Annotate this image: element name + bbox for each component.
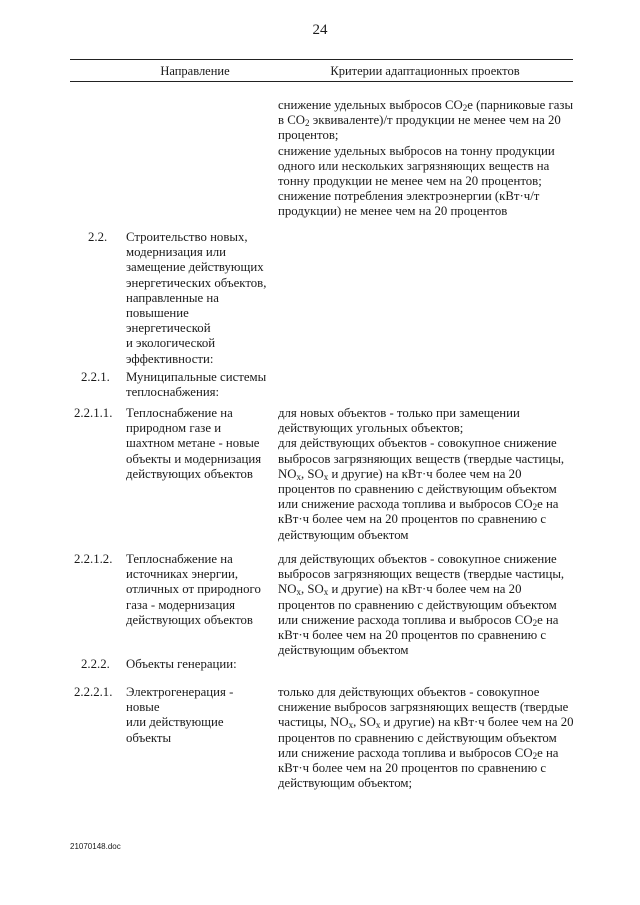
table-row-number: 2.2.2. — [81, 657, 110, 671]
table-row-criteria: только для действующих объектов - совокупное снижение выбросов загрязняющих веществ (твердые частицы, $NO_x$, $SO_x$ и другие) на кВт·ч более чем на 20 процентов по сравнению с действующим объектом или снижение расхода топлива и выбросов $CO_2e$ на кВт·ч более чем на 20 процентов по сравнению с действующим объектом; — [278, 685, 574, 791]
table-header-direction: Направление — [160, 64, 230, 78]
table-row-criteria: для новых объектов - только при замещении действующих угольных объектов; для действующих объектов - совокупное снижение выбросов загрязняющих веществ (твердые частицы, $NO_x$, $SO_x$ и другие) на кВт·ч более чем на 20 процентов по сравнению с действующим объектом или снижение расхода топлива и выбросов $CO_2e$ на кВт·ч более чем на 20 процентов по сравнению с действующим объектом — [278, 406, 565, 542]
table-row-direction: Строительство новых, модернизация или замещение действующих энергетических объектов, направленные на повышение энергетической и экологической эффективности: — [126, 230, 267, 366]
table-row-direction: Объекты генерации: — [126, 657, 237, 671]
table-row-direction: Теплоснабжение на природном газе и шахтном метане - новые объекты и модернизация действующих объектов — [126, 406, 262, 481]
table-row-direction: Муниципальные системы теплоснабжения: — [126, 370, 267, 400]
table-header-bottom-rule — [70, 81, 573, 82]
table-row-number: 2.2.1.1. — [74, 406, 113, 420]
table-row-direction: Теплоснабжение на источниках энергии, отличных от природного газа - модернизация действующих объектов — [126, 552, 261, 627]
table-row-criteria: для действующих объектов - совокупное снижение выбросов загрязняющих веществ (твердые частицы, $NO_x$, $SO_x$ и другие) на кВт·ч более чем на 20 процентов по сравнению с действующим объектом или снижение расхода топлива и выбросов $CO_2e$ на кВт·ч более чем на 20 процентов по сравнению с действующим объектом — [278, 552, 565, 658]
footer-filename: 21070148.doc — [70, 842, 121, 851]
table-row-number: 2.2.2.1. — [74, 685, 113, 699]
table-row-number: 2.2. — [88, 230, 108, 244]
table-row-criteria: снижение удельных выбросов $CO_2e$ (парниковые газы в $CO_2$ эквиваленте)/т продукции не менее чем на 20 процентов; снижение удельных выбросов на тонну продукции одного или нескольких загрязняющих веществ на тонну продукции не менее чем на 20 процентов; снижение потребления электроэнергии (кВт·ч/т продукции) не менее чем на 20 процентов — [278, 98, 574, 219]
table-header-criteria: Критерии адаптационных проектов — [330, 64, 520, 78]
table-row-number: 2.2.1. — [81, 370, 110, 384]
table-row-direction: Электрогенерация - новые или действующие объекты — [126, 685, 234, 745]
table-header-top-rule — [70, 59, 573, 60]
table-row-number: 2.2.1.2. — [74, 552, 113, 566]
page-number: 24 — [312, 22, 328, 38]
